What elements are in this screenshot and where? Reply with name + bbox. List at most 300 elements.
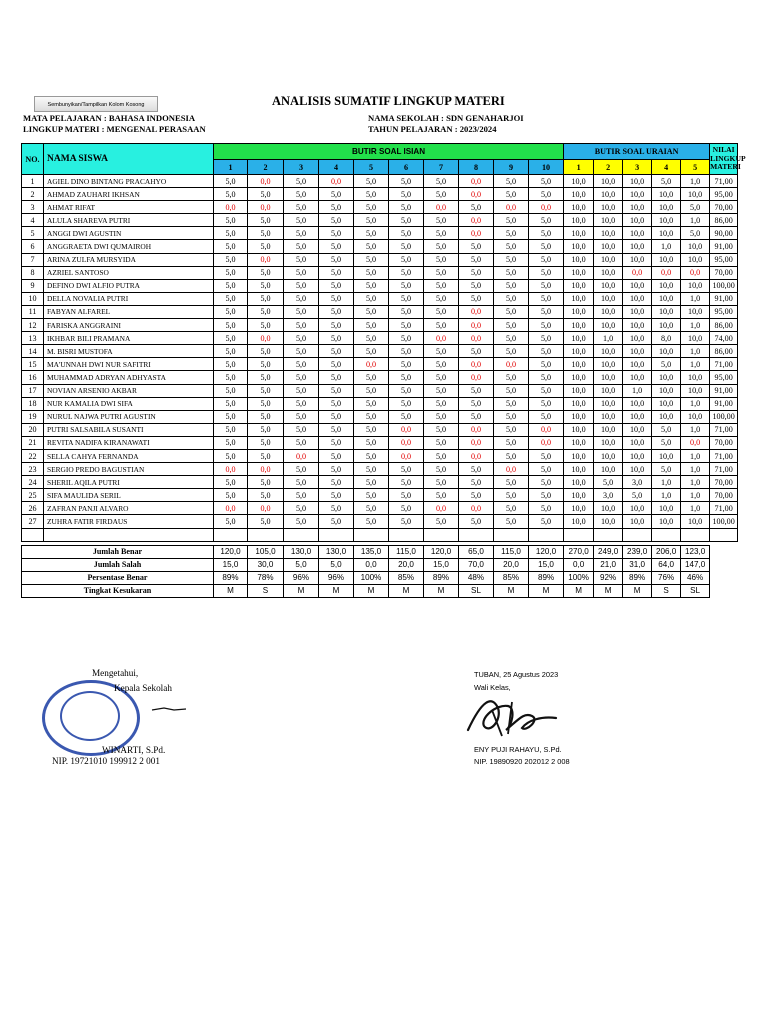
- header-isian: BUTIR SOAL ISIAN: [214, 144, 564, 160]
- uraian-score: 1,0: [681, 489, 710, 502]
- empty-cell: [319, 528, 354, 541]
- summary-value: M: [354, 584, 389, 597]
- isian-score: 5,0: [248, 188, 284, 201]
- isian-score: 5,0: [319, 188, 354, 201]
- student-no: 24: [22, 476, 44, 489]
- uraian-score: 10,0: [564, 371, 594, 384]
- isian-score: 5,0: [284, 332, 319, 345]
- student-row: [22, 201, 738, 214]
- isian-score: 5,0: [354, 489, 389, 502]
- isian-score: 5,0: [424, 266, 459, 279]
- uraian-score: 10,0: [594, 463, 623, 476]
- uraian-score: 10,0: [652, 279, 681, 292]
- uraian-score: 10,0: [594, 358, 623, 371]
- isian-score: 5,0: [494, 240, 529, 253]
- uraian-score: 10,0: [594, 423, 623, 436]
- uraian-score: 10,0: [623, 358, 652, 371]
- isian-score: 5,0: [354, 410, 389, 423]
- student-no: 20: [22, 423, 44, 436]
- summary-value: M: [494, 584, 529, 597]
- isian-score: 5,0: [459, 476, 494, 489]
- isian-score: 5,0: [284, 489, 319, 502]
- isian-score: 5,0: [319, 227, 354, 240]
- isian-score: 5,0: [214, 292, 248, 305]
- isian-score: 5,0: [389, 384, 424, 397]
- isian-score: 5,0: [319, 319, 354, 332]
- uraian-score: 10,0: [594, 449, 623, 462]
- isian-score: 5,0: [284, 384, 319, 397]
- isian-score: 5,0: [494, 188, 529, 201]
- isian-score: 5,0: [389, 253, 424, 266]
- summary-blank: [710, 571, 738, 584]
- isian-score: 5,0: [354, 397, 389, 410]
- isian-score: 5,0: [424, 292, 459, 305]
- header-student-name: NAMA SISWA: [44, 144, 214, 175]
- student-name: M. BISRI MUSTOFA: [44, 345, 214, 358]
- isian-score: 5,0: [459, 463, 494, 476]
- uraian-score: 10,0: [681, 332, 710, 345]
- isian-score: 5,0: [284, 227, 319, 240]
- uraian-score: 10,0: [681, 188, 710, 201]
- student-no: 8: [22, 266, 44, 279]
- uraian-score: 1,0: [681, 397, 710, 410]
- isian-col-number: 9: [494, 160, 529, 175]
- isian-score: 5,0: [494, 175, 529, 188]
- uraian-score: 10,0: [564, 502, 594, 515]
- uraian-score: 5,0: [681, 201, 710, 214]
- uraian-score: 10,0: [652, 384, 681, 397]
- isian-score: 5,0: [248, 476, 284, 489]
- student-no: 27: [22, 515, 44, 528]
- uraian-score: 10,0: [564, 292, 594, 305]
- summary-value: 85%: [494, 571, 529, 584]
- isian-score: 0,0: [459, 332, 494, 345]
- isian-score: 5,0: [248, 319, 284, 332]
- uraian-score: 10,0: [594, 279, 623, 292]
- isian-score: 5,0: [389, 332, 424, 345]
- uraian-score: 10,0: [594, 227, 623, 240]
- summary-value: 135,0: [354, 545, 389, 558]
- isian-score: 5,0: [319, 463, 354, 476]
- isian-score: 5,0: [529, 319, 564, 332]
- nilai-value: 91,00: [710, 397, 738, 410]
- isian-score: 5,0: [354, 240, 389, 253]
- isian-score: 5,0: [284, 423, 319, 436]
- uraian-score: 8,0: [652, 332, 681, 345]
- uraian-score: 10,0: [594, 305, 623, 318]
- isian-score: 0,0: [459, 436, 494, 449]
- isian-score: 5,0: [494, 476, 529, 489]
- student-no: 6: [22, 240, 44, 253]
- uraian-score: 10,0: [564, 266, 594, 279]
- summary-value: 78%: [248, 571, 284, 584]
- isian-score: 5,0: [284, 319, 319, 332]
- uraian-score: 1,0: [681, 463, 710, 476]
- uraian-score: 10,0: [564, 397, 594, 410]
- isian-score: 5,0: [248, 214, 284, 227]
- student-no: 3: [22, 201, 44, 214]
- uraian-score: 10,0: [594, 384, 623, 397]
- student-no: 23: [22, 463, 44, 476]
- summary-value: 249,0: [594, 545, 623, 558]
- summary-label: Tingkat Kesukaran: [22, 584, 214, 597]
- uraian-score: 10,0: [623, 292, 652, 305]
- uraian-score: 10,0: [564, 345, 594, 358]
- nilai-value: 71,00: [710, 449, 738, 462]
- uraian-score: 10,0: [564, 515, 594, 528]
- header-nilai: NILAI LINGKUP MATERI: [710, 144, 738, 175]
- student-row: [22, 436, 738, 449]
- summary-blank: [710, 558, 738, 571]
- isian-score: 5,0: [529, 332, 564, 345]
- uraian-score: 10,0: [594, 266, 623, 279]
- nilai-value: 100,00: [710, 410, 738, 423]
- student-name: SIFA MAULIDA SERIL: [44, 489, 214, 502]
- sig-left-line1: Mengetahui,: [92, 668, 139, 678]
- isian-score: 5,0: [248, 292, 284, 305]
- student-name: DEFINO DWI ALFIO PUTRA: [44, 279, 214, 292]
- isian-score: 5,0: [284, 279, 319, 292]
- student-row: [22, 489, 738, 502]
- isian-score: 5,0: [494, 515, 529, 528]
- summary-value: SL: [681, 584, 710, 597]
- uraian-score: 10,0: [623, 253, 652, 266]
- uraian-score: 3,0: [623, 476, 652, 489]
- uraian-score: 0,0: [681, 266, 710, 279]
- isian-score: 5,0: [354, 371, 389, 384]
- isian-score: 5,0: [354, 476, 389, 489]
- isian-score: 5,0: [389, 515, 424, 528]
- nilai-value: 70,00: [710, 476, 738, 489]
- isian-score: 0,0: [459, 371, 494, 384]
- isian-score: 5,0: [214, 397, 248, 410]
- isian-score: 5,0: [248, 305, 284, 318]
- isian-score: 5,0: [494, 371, 529, 384]
- isian-score: 5,0: [424, 305, 459, 318]
- isian-score: 5,0: [319, 397, 354, 410]
- summary-value: 5,0: [284, 558, 319, 571]
- isian-score: 5,0: [319, 436, 354, 449]
- isian-score: 5,0: [319, 502, 354, 515]
- isian-score: 5,0: [319, 266, 354, 279]
- summary-label: Jumlah Salah: [22, 558, 214, 571]
- nilai-value: 71,00: [710, 423, 738, 436]
- student-no: 5: [22, 227, 44, 240]
- isian-score: 5,0: [214, 345, 248, 358]
- isian-score: 5,0: [214, 332, 248, 345]
- isian-score: 5,0: [529, 463, 564, 476]
- isian-score: 0,0: [459, 358, 494, 371]
- student-row: [22, 266, 738, 279]
- summary-value: M: [424, 584, 459, 597]
- student-row: [22, 449, 738, 462]
- summary-value: M: [529, 584, 564, 597]
- isian-score: 0,0: [459, 449, 494, 462]
- isian-score: 5,0: [459, 515, 494, 528]
- uraian-score: 1,0: [681, 423, 710, 436]
- uraian-score: 10,0: [594, 436, 623, 449]
- isian-score: 5,0: [284, 436, 319, 449]
- uraian-score: 10,0: [594, 292, 623, 305]
- uraian-score: 1,0: [652, 240, 681, 253]
- uraian-score: 1,0: [681, 502, 710, 515]
- summary-value: M: [214, 584, 248, 597]
- uraian-score: 5,0: [594, 476, 623, 489]
- uraian-score: 10,0: [564, 463, 594, 476]
- student-row: [22, 384, 738, 397]
- summary-blank: [710, 545, 738, 558]
- isian-score: 5,0: [459, 292, 494, 305]
- isian-score: 5,0: [529, 489, 564, 502]
- uraian-score: 10,0: [564, 188, 594, 201]
- nilai-value: 70,00: [710, 436, 738, 449]
- uraian-score: 1,0: [681, 345, 710, 358]
- isian-col-number: 10: [529, 160, 564, 175]
- empty-cell: [494, 528, 529, 541]
- isian-score: 5,0: [214, 384, 248, 397]
- isian-score: 5,0: [529, 397, 564, 410]
- student-no: 13: [22, 332, 44, 345]
- uraian-score: 10,0: [564, 476, 594, 489]
- isian-score: 5,0: [494, 305, 529, 318]
- summary-value: 147,0: [681, 558, 710, 571]
- isian-score: 0,0: [494, 463, 529, 476]
- nilai-value: 91,00: [710, 240, 738, 253]
- isian-score: 5,0: [494, 292, 529, 305]
- isian-score: 5,0: [354, 515, 389, 528]
- uraian-score: 5,0: [681, 227, 710, 240]
- nilai-value: 86,00: [710, 319, 738, 332]
- isian-score: 5,0: [248, 240, 284, 253]
- summary-value: 76%: [652, 571, 681, 584]
- student-name: ZAFRAN PANJI ALVARO: [44, 502, 214, 515]
- nilai-value: 71,00: [710, 463, 738, 476]
- isian-score: 5,0: [424, 253, 459, 266]
- isian-score: 5,0: [248, 410, 284, 423]
- isian-score: 5,0: [529, 279, 564, 292]
- isian-score: 5,0: [319, 201, 354, 214]
- isian-score: 5,0: [389, 463, 424, 476]
- student-no: 25: [22, 489, 44, 502]
- isian-score: 5,0: [284, 358, 319, 371]
- isian-score: 5,0: [214, 214, 248, 227]
- uraian-score: 10,0: [652, 449, 681, 462]
- student-no: 14: [22, 345, 44, 358]
- isian-score: 5,0: [248, 489, 284, 502]
- isian-score: 5,0: [529, 410, 564, 423]
- isian-score: 5,0: [319, 240, 354, 253]
- student-name: DELLA NOVALIA PUTRI: [44, 292, 214, 305]
- toggle-empty-columns-button[interactable]: Sembunyikan/Tampilkan Kolom Kosong: [34, 96, 158, 112]
- isian-score: 5,0: [529, 253, 564, 266]
- student-name: AGIEL DINO BINTANG PRACAHYO: [44, 175, 214, 188]
- isian-col-number: 3: [284, 160, 319, 175]
- student-no: 15: [22, 358, 44, 371]
- nilai-value: 91,00: [710, 292, 738, 305]
- student-name: ANGGRAETA DWI QUMAIROH: [44, 240, 214, 253]
- isian-score: 5,0: [459, 253, 494, 266]
- isian-score: 0,0: [494, 358, 529, 371]
- isian-score: 5,0: [248, 515, 284, 528]
- isian-score: 5,0: [214, 305, 248, 318]
- isian-col-number: 4: [319, 160, 354, 175]
- isian-score: 5,0: [354, 175, 389, 188]
- header-no: NO.: [22, 144, 44, 175]
- summary-value: 89%: [623, 571, 652, 584]
- isian-score: 5,0: [389, 188, 424, 201]
- summary-value: 100%: [564, 571, 594, 584]
- nilai-value: 95,00: [710, 253, 738, 266]
- uraian-score: 1,0: [681, 319, 710, 332]
- isian-score: 5,0: [214, 489, 248, 502]
- uraian-score: 10,0: [564, 305, 594, 318]
- summary-value: S: [652, 584, 681, 597]
- uraian-score: 3,0: [594, 489, 623, 502]
- isian-score: 5,0: [389, 201, 424, 214]
- isian-score: 5,0: [529, 384, 564, 397]
- empty-cell: [214, 528, 248, 541]
- summary-value: M: [319, 584, 354, 597]
- summary-value: M: [594, 584, 623, 597]
- isian-score: 5,0: [319, 515, 354, 528]
- empty-cell: [354, 528, 389, 541]
- isian-score: 5,0: [459, 279, 494, 292]
- isian-score: 5,0: [459, 410, 494, 423]
- student-row: [22, 345, 738, 358]
- student-name: IKHBAR BILI PRAMANA: [44, 332, 214, 345]
- summary-value: 15,0: [424, 558, 459, 571]
- meta-year: TAHUN PELAJARAN : 2023/2024: [368, 124, 497, 134]
- uraian-score: 10,0: [652, 214, 681, 227]
- summary-value: S: [248, 584, 284, 597]
- isian-score: 5,0: [494, 449, 529, 462]
- summary-label: Jumlah Benar: [22, 545, 214, 558]
- isian-score: 5,0: [284, 240, 319, 253]
- uraian-score: 10,0: [594, 175, 623, 188]
- isian-score: 5,0: [354, 345, 389, 358]
- empty-cell: [652, 528, 681, 541]
- isian-score: 0,0: [424, 332, 459, 345]
- isian-score: 0,0: [214, 201, 248, 214]
- summary-value: 21,0: [594, 558, 623, 571]
- isian-score: 5,0: [319, 253, 354, 266]
- isian-score: 0,0: [248, 175, 284, 188]
- uraian-score: 10,0: [623, 332, 652, 345]
- student-row: [22, 279, 738, 292]
- isian-score: 0,0: [494, 201, 529, 214]
- isian-score: 5,0: [319, 305, 354, 318]
- isian-score: 5,0: [529, 345, 564, 358]
- isian-score: 5,0: [424, 489, 459, 502]
- uraian-score: 10,0: [623, 436, 652, 449]
- uraian-score: 5,0: [623, 489, 652, 502]
- isian-score: 5,0: [354, 214, 389, 227]
- isian-score: 5,0: [248, 345, 284, 358]
- summary-value: 89%: [214, 571, 248, 584]
- summary-value: 15,0: [214, 558, 248, 571]
- uraian-score: 5,0: [652, 436, 681, 449]
- isian-score: 5,0: [354, 449, 389, 462]
- summary-row: [22, 558, 738, 571]
- sig-right-nip: NIP. 19890920 202012 2 008: [474, 757, 570, 766]
- student-name: MUHAMMAD ADRYAN ADHYASTA: [44, 371, 214, 384]
- student-no: 10: [22, 292, 44, 305]
- student-no: 2: [22, 188, 44, 201]
- uraian-score: 1,0: [681, 292, 710, 305]
- isian-score: 5,0: [284, 214, 319, 227]
- student-name: NUR KAMALIA DWI SIFA: [44, 397, 214, 410]
- summary-value: 20,0: [494, 558, 529, 571]
- isian-score: 5,0: [494, 227, 529, 240]
- analysis-table: [21, 143, 746, 598]
- isian-score: 5,0: [354, 188, 389, 201]
- isian-score: 0,0: [248, 332, 284, 345]
- isian-score: 5,0: [459, 489, 494, 502]
- summary-row: [22, 584, 738, 597]
- uraian-score: 5,0: [652, 358, 681, 371]
- isian-score: 5,0: [494, 502, 529, 515]
- student-no: 18: [22, 397, 44, 410]
- isian-score: 5,0: [354, 227, 389, 240]
- uraian-score: 10,0: [623, 371, 652, 384]
- isian-score: 5,0: [389, 214, 424, 227]
- uraian-score: 10,0: [652, 397, 681, 410]
- isian-score: 5,0: [248, 358, 284, 371]
- uraian-score: 10,0: [623, 305, 652, 318]
- nilai-value: 95,00: [710, 188, 738, 201]
- uraian-score: 10,0: [594, 371, 623, 384]
- student-no: 1: [22, 175, 44, 188]
- summary-row: [22, 545, 738, 558]
- isian-score: 5,0: [354, 292, 389, 305]
- uraian-score: 10,0: [623, 175, 652, 188]
- isian-score: 5,0: [354, 332, 389, 345]
- uraian-score: 10,0: [564, 332, 594, 345]
- isian-score: 5,0: [284, 345, 319, 358]
- student-name: AZRIEL SANTOSO: [44, 266, 214, 279]
- uraian-score: 10,0: [564, 279, 594, 292]
- uraian-score: 10,0: [564, 358, 594, 371]
- isian-score: 0,0: [459, 227, 494, 240]
- student-row: [22, 175, 738, 188]
- isian-score: 0,0: [459, 319, 494, 332]
- isian-score: 5,0: [424, 410, 459, 423]
- isian-score: 5,0: [494, 423, 529, 436]
- isian-score: 0,0: [459, 502, 494, 515]
- isian-score: 5,0: [319, 384, 354, 397]
- student-row: [22, 423, 738, 436]
- isian-score: 5,0: [494, 345, 529, 358]
- isian-score: 0,0: [248, 253, 284, 266]
- isian-score: 5,0: [494, 214, 529, 227]
- student-row: [22, 332, 738, 345]
- student-row: [22, 240, 738, 253]
- student-no: 17: [22, 384, 44, 397]
- isian-score: 5,0: [284, 410, 319, 423]
- student-row: [22, 463, 738, 476]
- isian-score: 5,0: [214, 240, 248, 253]
- isian-col-number: 5: [354, 160, 389, 175]
- isian-score: 5,0: [424, 476, 459, 489]
- student-row: [22, 515, 738, 528]
- isian-score: 5,0: [459, 397, 494, 410]
- student-name: ARINA ZULFA MURSYIDA: [44, 253, 214, 266]
- summary-value: 239,0: [623, 545, 652, 558]
- uraian-score: 10,0: [564, 240, 594, 253]
- student-no: 19: [22, 410, 44, 423]
- isian-score: 5,0: [529, 227, 564, 240]
- isian-score: 5,0: [248, 423, 284, 436]
